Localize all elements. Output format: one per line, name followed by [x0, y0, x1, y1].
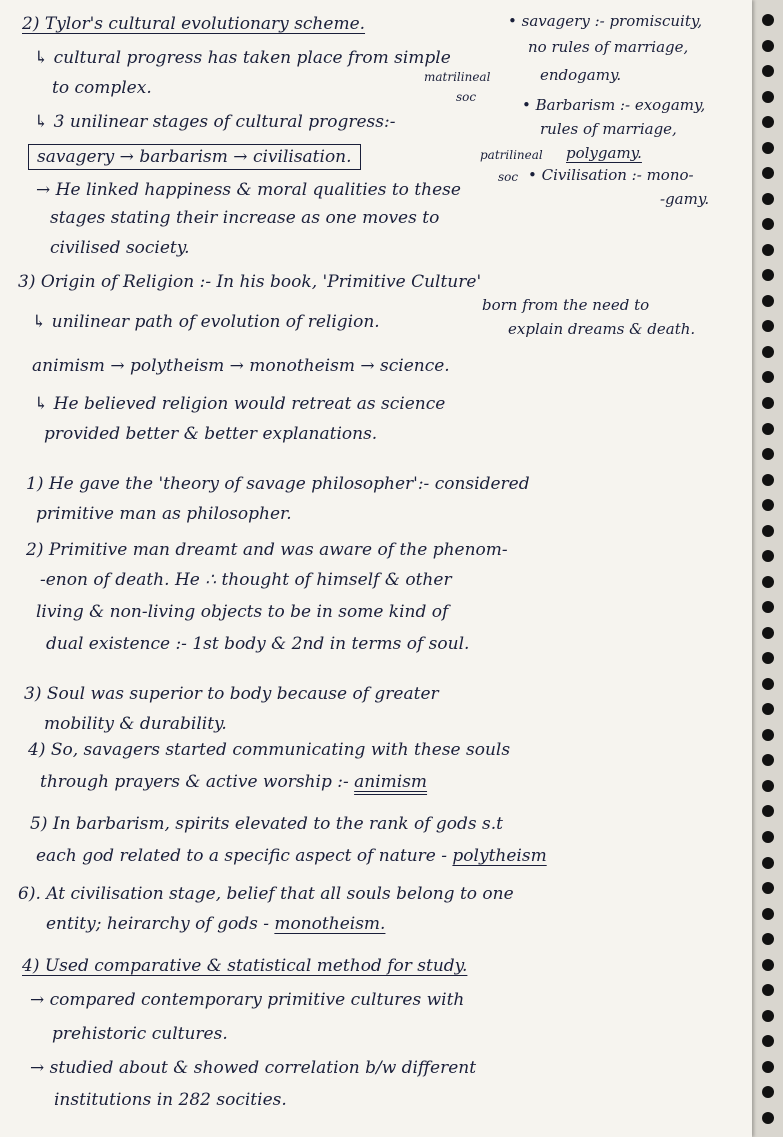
- note-line: institutions in 282 socities.: [54, 1090, 287, 1110]
- binding-hole: [762, 218, 774, 230]
- binding-hole: [762, 525, 774, 537]
- binding-hole: [762, 1061, 774, 1073]
- binding-hole: [762, 933, 774, 945]
- binding-hole: [762, 1010, 774, 1022]
- note-line: primitive man as philosopher.: [36, 504, 292, 524]
- binding-hole: [762, 703, 774, 715]
- note-line: animism → polytheism → monotheism → science.: [32, 356, 450, 376]
- section-4-heading: 4) Used comparative & statistical method for study.: [22, 956, 468, 976]
- binding-hole: [762, 397, 774, 409]
- margin-annotation: matrilineal: [424, 70, 491, 84]
- note-line: ↳ cultural progress has taken place from simple: [34, 48, 451, 68]
- binding-hole: [762, 831, 774, 843]
- note-line: provided better & better explanations.: [44, 424, 378, 444]
- binding-hole: [762, 499, 774, 511]
- point-1: 1) He gave the 'theory of savage philosopher':- considered: [26, 474, 530, 494]
- binding-hole: [762, 805, 774, 817]
- note-line: prehistoric cultures.: [52, 1024, 228, 1044]
- side-note-civilisation: • Civilisation :- mono-: [528, 166, 694, 184]
- binding-hole: [762, 269, 774, 281]
- note-line: ↳ unilinear path of evolution of religion.: [32, 312, 380, 332]
- binding-hole: [762, 65, 774, 77]
- binding-hole: [762, 1086, 774, 1098]
- side-note: rules of marriage,: [540, 120, 677, 138]
- stages-box: savagery → barbarism → civilisation.: [28, 144, 361, 170]
- note-line: -enon of death. He ∴ thought of himself & other: [40, 570, 452, 590]
- binding-hole: [762, 652, 774, 664]
- note-line: → compared contemporary primitive cultures with: [30, 990, 465, 1010]
- binding-hole: [762, 576, 774, 588]
- point-3: 3) Soul was superior to body because of greater: [24, 684, 439, 704]
- binding-hole: [762, 474, 774, 486]
- side-note-savagery: • savagery :- promiscuity,: [508, 12, 703, 30]
- binding-hole: [762, 1035, 774, 1047]
- note-line: dual existence :- 1st body & 2nd in terms of soul.: [46, 634, 470, 654]
- section-2-heading: 2) Tylor's cultural evolutionary scheme.: [22, 14, 366, 34]
- spiral-binding-holes: [759, 14, 777, 1124]
- note-line: to complex.: [52, 78, 152, 98]
- section-3-heading: 3) Origin of Religion :- In his book, 'Primitive Culture': [18, 272, 482, 292]
- keyword-monotheism: monotheism.: [274, 914, 386, 934]
- side-note: endogamy.: [540, 66, 622, 84]
- side-note: polygamy.: [566, 144, 642, 162]
- note-line: mobility & durability.: [44, 714, 227, 734]
- binding-hole: [762, 167, 774, 179]
- note-line: ↳ He believed religion would retreat as science: [34, 394, 446, 414]
- binding-hole: [762, 959, 774, 971]
- margin-annotation: soc: [498, 170, 519, 184]
- binding-hole: [762, 908, 774, 920]
- binding-hole: [762, 14, 774, 26]
- note-line: entity; heirarchy of gods - monotheism.: [46, 914, 386, 934]
- point-4: 4) So, savagers started communicating with these souls: [28, 740, 511, 760]
- binding-hole: [762, 1112, 774, 1124]
- keyword-animism: animism: [354, 772, 428, 792]
- binding-hole: [762, 40, 774, 52]
- binding-hole: [762, 857, 774, 869]
- binding-hole: [762, 295, 774, 307]
- binding-hole: [762, 193, 774, 205]
- binding-hole: [762, 601, 774, 613]
- side-note-barbarism: • Barbarism :- exogamy,: [522, 96, 706, 114]
- binding-hole: [762, 984, 774, 996]
- side-note: -gamy.: [660, 190, 710, 208]
- note-line: civilised society.: [50, 238, 190, 258]
- binding-hole: [762, 244, 774, 256]
- binding-hole: [762, 371, 774, 383]
- binding-hole: [762, 780, 774, 792]
- note-line: → He linked happiness & moral qualities to these: [36, 180, 461, 200]
- binding-hole: [762, 142, 774, 154]
- point-2: 2) Primitive man dreamt and was aware of the phenom-: [26, 540, 508, 560]
- margin-annotation: soc: [456, 90, 477, 104]
- point-6: 6). At civilisation stage, belief that all souls belong to one: [18, 884, 514, 904]
- binding-hole: [762, 729, 774, 741]
- margin-annotation: patrilineal: [480, 148, 543, 162]
- binding-hole: [762, 448, 774, 460]
- binding-hole: [762, 91, 774, 103]
- binding-hole: [762, 754, 774, 766]
- binding-hole: [762, 346, 774, 358]
- note-line: stages stating their increase as one moves to: [50, 208, 440, 228]
- keyword-polytheism: polytheism: [452, 846, 547, 866]
- note-line: ↳ 3 unilinear stages of cultural progress:-: [34, 112, 396, 132]
- aside-note: explain dreams & death.: [508, 320, 696, 338]
- binding-hole: [762, 678, 774, 690]
- binding-hole: [762, 627, 774, 639]
- binding-hole: [762, 320, 774, 332]
- note-line: living & non-living objects to be in some kind of: [36, 602, 449, 622]
- note-line: through prayers & active worship :- animism: [40, 772, 428, 792]
- binding-hole: [762, 116, 774, 128]
- note-line: → studied about & showed correlation b/w different: [30, 1058, 477, 1078]
- binding-hole: [762, 423, 774, 435]
- point-5: 5) In barbarism, spirits elevated to the rank of gods s.t: [30, 814, 503, 834]
- aside-note: born from the need to: [482, 296, 650, 314]
- binding-hole: [762, 550, 774, 562]
- note-line: each god related to a specific aspect of nature - polytheism: [36, 846, 547, 866]
- side-note: no rules of marriage,: [528, 38, 689, 56]
- binding-hole: [762, 882, 774, 894]
